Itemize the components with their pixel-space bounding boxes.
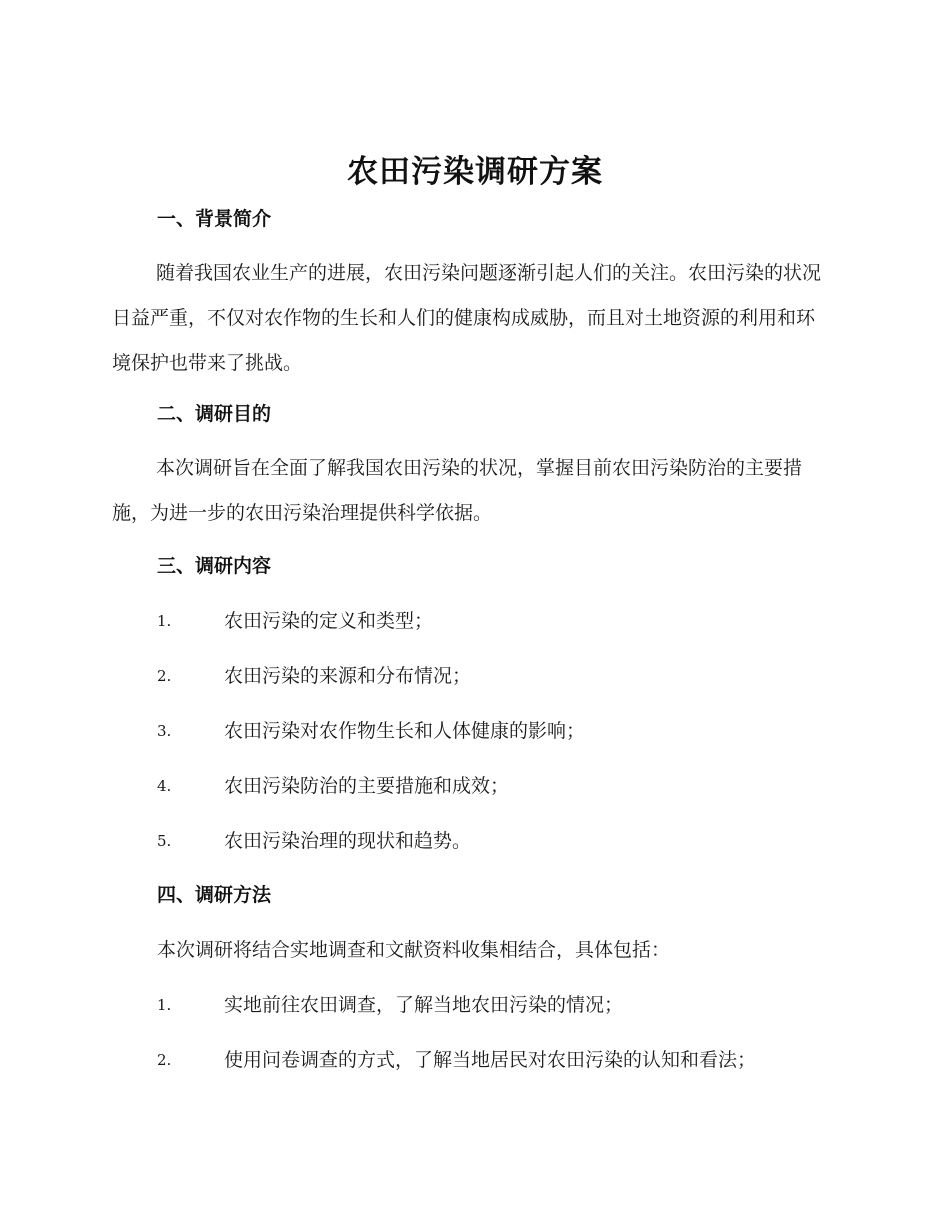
list-item: [157, 716, 857, 746]
document-title: 农田污染调研方案: [347, 154, 603, 190]
list-number: 2.: [157, 667, 172, 685]
list-item: [157, 771, 857, 801]
list-number: 4.: [157, 777, 172, 795]
list-text: 农田污染治理的现状和趋势。: [224, 830, 472, 852]
list-text: 农田污染对农作物生长和人体健康的影响；: [224, 720, 586, 742]
list-item: [157, 606, 857, 636]
section-intro-method: 本次调研将结合实地调查和文献资料收集相结合，具体包括：: [157, 939, 671, 961]
section-paragraph-background: 随着我国农业生产的进展，农田污染问题逐渐引起人们的关注。农田污染的状况日益严重，不仅对农作物的生长和人们的健康构成威胁，而且对土地资源的利用和环境保护也带来了挑战。: [112, 262, 822, 374]
list-item: [157, 990, 857, 1020]
list-item: [157, 661, 857, 691]
list-number: 3.: [157, 722, 172, 740]
list-item: [157, 1045, 857, 1075]
list-number: 1.: [157, 996, 172, 1014]
list-text: 实地前往农田调查，了解当地农田污染的情况；: [224, 994, 624, 1016]
section-heading-purpose: 二、调研目的: [157, 403, 272, 425]
section-paragraph-purpose: 本次调研旨在全面了解我国农田污染的状况，掌握目前农田污染防治的主要措施，为进一步的农田污染治理提供科学依据。: [112, 457, 803, 524]
list-item: [157, 826, 857, 856]
list-text: 农田污染防治的主要措施和成效；: [224, 775, 510, 797]
section-heading-content: 三、调研内容: [157, 555, 272, 577]
list-text: 使用问卷调查的方式，了解当地居民对农田污染的认知和看法；: [224, 1049, 757, 1071]
list-number: 5.: [157, 832, 172, 850]
list-number: 1.: [157, 612, 172, 630]
list-text: 农田污染的来源和分布情况；: [224, 665, 472, 687]
section-heading-background: 一、背景简介: [157, 208, 272, 230]
section-heading-method: 四、调研方法: [157, 884, 272, 906]
list-number: 2.: [157, 1051, 172, 1069]
list-text: 农田污染的定义和类型；: [224, 610, 434, 632]
